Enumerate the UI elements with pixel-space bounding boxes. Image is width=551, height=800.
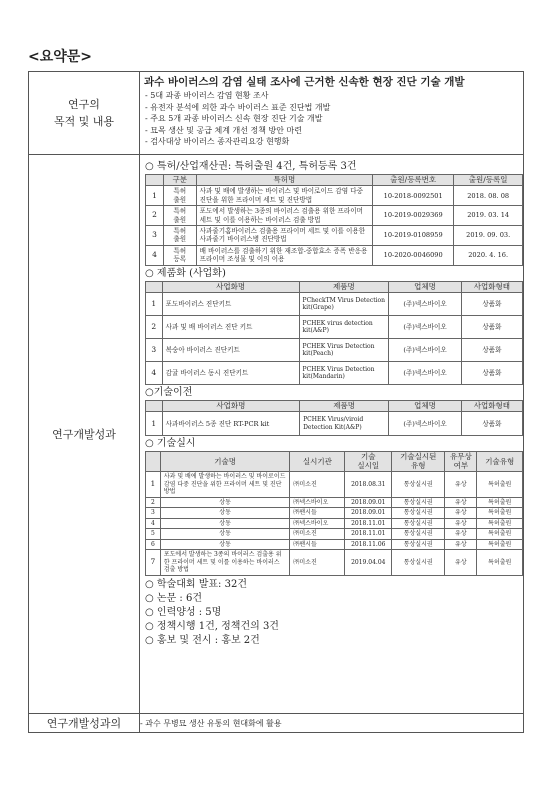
table-row: 2 특허 출원 포도에서 발생하는 3종의 바이러스 검출용 위한 프라이머 세트 및 이를 이용하는 바이러스 검출 방법 10-2019-0029369 2019. 03. 14 <box>146 206 523 226</box>
table-row: 3 복숭아 바이러스 진단키트 PCHEK Virus Detection kit(Peach) (주)넥스바이오 상품화 <box>146 339 523 362</box>
table-row: 3 상동 ㈜팬시들 2018.09.01 통상실시권 유상 특허출원 <box>146 508 523 519</box>
results-label: 연구개발성과 <box>29 155 140 714</box>
results-row <box>29 155 524 714</box>
purpose-content <box>140 72 524 155</box>
table-row: 2 상동 ㈜넥스바이오 2018.09.01 통상실시권 유상 특허출원 <box>146 497 523 508</box>
list-item: ○ 학술대회 발표: 32건 <box>145 578 247 590</box>
summary-table <box>28 71 524 733</box>
table-row: 1 사과바이러스 5종 진단 RT-PCR kit PCHEK Virus/viroid Detection Kit(A&P) (주)넥스바이오 상품화 <box>146 412 523 436</box>
circle-bullet-icon: ○ <box>145 606 154 618</box>
table-row: 7 포도에서 발생하는 3종의 바이러스 검출용 위한 프라이머 세트 및 이를 이용하는 바이러스 검출 방법 ㈜미소진 2019.04.04 통상실시권 유상 특허출원 <box>146 550 523 576</box>
circle-bullet-icon: ○ <box>145 267 154 279</box>
bullet-4: - 묘목 생산 및 공급 체계 개선 정책 방안 마련 <box>145 125 302 135</box>
list-item: ○ 정책시행 1건, 정책건의 3건 <box>145 620 279 632</box>
circle-bullet-icon: ○ <box>145 592 154 604</box>
usage-label: 연구개발성과의 <box>29 714 140 733</box>
bullet-1: - 5대 과종 바이러스 감염 현황 조사 <box>145 91 269 100</box>
product-table: 사업화명 제품명 업체명 사업화형태 1 포도바이러스 진단키트 PCheckTM Virus Detection kit(Grape) (주)넥스바이오 상품화 2 사과 및 배 바이러스 진단 키트 PCHEK virus detection kit(A&P) (주)넥스바이오 상품화 3 복숭아 바이러스 진단키트 PCHEK Virus Detection kit(Peach) (주)넥스바이오 상품화 4 감귤 바이러스 동시 진단키트 PCHEK Virus Detection kit(Mandarin) (주)넥스바이오 상품화 <box>145 281 523 385</box>
circle-bullet-icon: ○ <box>145 161 154 172</box>
transfer-table: 사업화명 제품명 업체명 사업화형태 1 사과바이러스 5종 진단 RT-PCR kit PCHEK Virus/viroid Detection Kit(A&P) (주)넥스바이오 상품화 <box>145 400 523 436</box>
table-row: 4 특허 등록 배 바이러스를 검출하기 위한 재조합-중합효소 증폭 반응용 프라이머 조성물 및 이의 이용 10-2020-0046090 2020. 4. 16. <box>146 245 523 265</box>
table-row: 1 사과 및 배에 발생하는 바이러스 및 바이로이드 감염 다중 진단을 위한 프라이머 세트 및 진단방법 ㈜미소진 2018.08.31 통상실시권 유상 특허출원 <box>146 472 523 498</box>
list-item: ○ 홍보 및 전시 : 홍보 2건 <box>145 634 260 646</box>
bullet-3: - 주요 5개 과종 바이러스 신속 현장 진단 기술 개발 <box>145 114 323 123</box>
impl-table: 기술명 실시기관 기술 실시일 기술실시된 유형 유무상 여부 기술유형 1 사과 및 배에 발생하는 바이러스 및 바이로이드 감염 다중 진단을 위한 프라이머 세트 및 진단방법 ㈜미소진 2018.08.31 통상실시권 유상 특허출원 2 상동 ㈜넥스바이오 2018.09.01 통상실시권 유상 특허출원 3 상동 ㈜팬시들 2018.09.01 통상실시권 유상 특허출원 4 상동 ㈜넥스바이오 2018.11.01 통상실시권 유상 특허출원 5 상동 ㈜미소진 2018.11.01 통상실시권 유상 특허출원 6 상동 ㈜팬시들 2018.11.06 통상실시권 유상 특허출원 7 포도에서 발생하는 3종의 바이러스 검출용 위한 프라이머 세트 및 이를 이용하는 바이러스 검출 방법 ㈜미소진 2019.04.04 통상실시권 유상 특허출원 <box>145 451 523 575</box>
patent-table <box>145 174 523 266</box>
list-item: ○ 인력양성 : 5명 <box>145 606 222 618</box>
circle-bullet-icon: ○ <box>145 634 154 646</box>
usage-text: - 과수 무병묘 생산 유통의 현대화에 활용 <box>140 714 524 733</box>
circle-bullet-icon: ○ <box>145 387 154 399</box>
purpose-label-line2: 목적 및 내용 <box>53 115 115 128</box>
purpose-label-line1: 연구의 <box>68 98 100 111</box>
patent-header-name: 특허명 <box>196 175 372 186</box>
transfer-section-title: ○기술이전 <box>145 387 193 399</box>
table-row: 3 특허 출원 사과줄기홈바이러스 검출용 프라이머 세트 및 이를 이용한 사과줄기 바이러스병 진단방법 10-2019-0108959 2019. 09. 03. <box>146 226 523 246</box>
purpose-label <box>29 72 140 155</box>
bullet-5: - 검사대상 바이러스 종자관리요강 현행화 <box>145 137 290 146</box>
table-row: 4 감귤 바이러스 동시 진단키트 PCHEK Virus Detection kit(Mandarin) (주)넥스바이오 상품화 <box>146 362 523 385</box>
purpose-row <box>29 72 524 155</box>
patent-header-type: 구분 <box>163 175 196 186</box>
list-item: ○ 논문 : 6건 <box>145 592 202 604</box>
research-heading: 과수 바이러스의 감염 실태 조사에 근거한 신속한 현장 진단 기술 개발 <box>144 76 465 88</box>
circle-bullet-icon: ○ <box>145 438 154 450</box>
impl-section-title: ○ 기술실시 <box>145 438 196 450</box>
patent-header-date: 출원/등록일 <box>454 175 523 186</box>
table-row: 6 상동 ㈜팬시들 2018.11.06 통상실시권 유상 특허출원 <box>146 539 523 550</box>
table-row: 1 포도바이러스 진단키트 PCheckTM Virus Detection kit(Grape) (주)넥스바이오 상품화 <box>146 293 523 316</box>
results-content <box>140 155 524 714</box>
circle-bullet-icon: ○ <box>145 620 154 632</box>
table-row: 1 특허 출원 사과 및 배에 발생하는 바이러스 및 바이로이드 감염 다중 진단을 위한 프라이머 세트 및 진단방법 10-2018-0092501 2018. 08. 08 <box>146 186 523 206</box>
product-section-title: ○ 제품화 (사업화) <box>145 267 226 279</box>
other-results <box>140 578 523 648</box>
table-row: 5 상동 ㈜미소진 2018.11.01 통상실시권 유상 특허출원 <box>146 529 523 540</box>
patent-header-num: 출원/등록번호 <box>373 175 454 186</box>
document-title: <요약문> <box>28 49 93 65</box>
patent-section-title: ○ 특허/산업재산권: 특허출원 4건, 특허등록 3건 <box>145 161 357 172</box>
bullet-2: - 유전자 분석에 의한 과수 바이러스 표준 진단법 개발 <box>145 102 331 112</box>
table-row: 4 상동 ㈜넥스바이오 2018.11.01 통상실시권 유상 특허출원 <box>146 518 523 529</box>
table-row: 2 사과 및 배 바이러스 진단 키트 PCHEK virus detection kit(A&P) (주)넥스바이오 상품화 <box>146 316 523 339</box>
usage-row <box>29 714 524 733</box>
circle-bullet-icon: ○ <box>145 578 154 590</box>
